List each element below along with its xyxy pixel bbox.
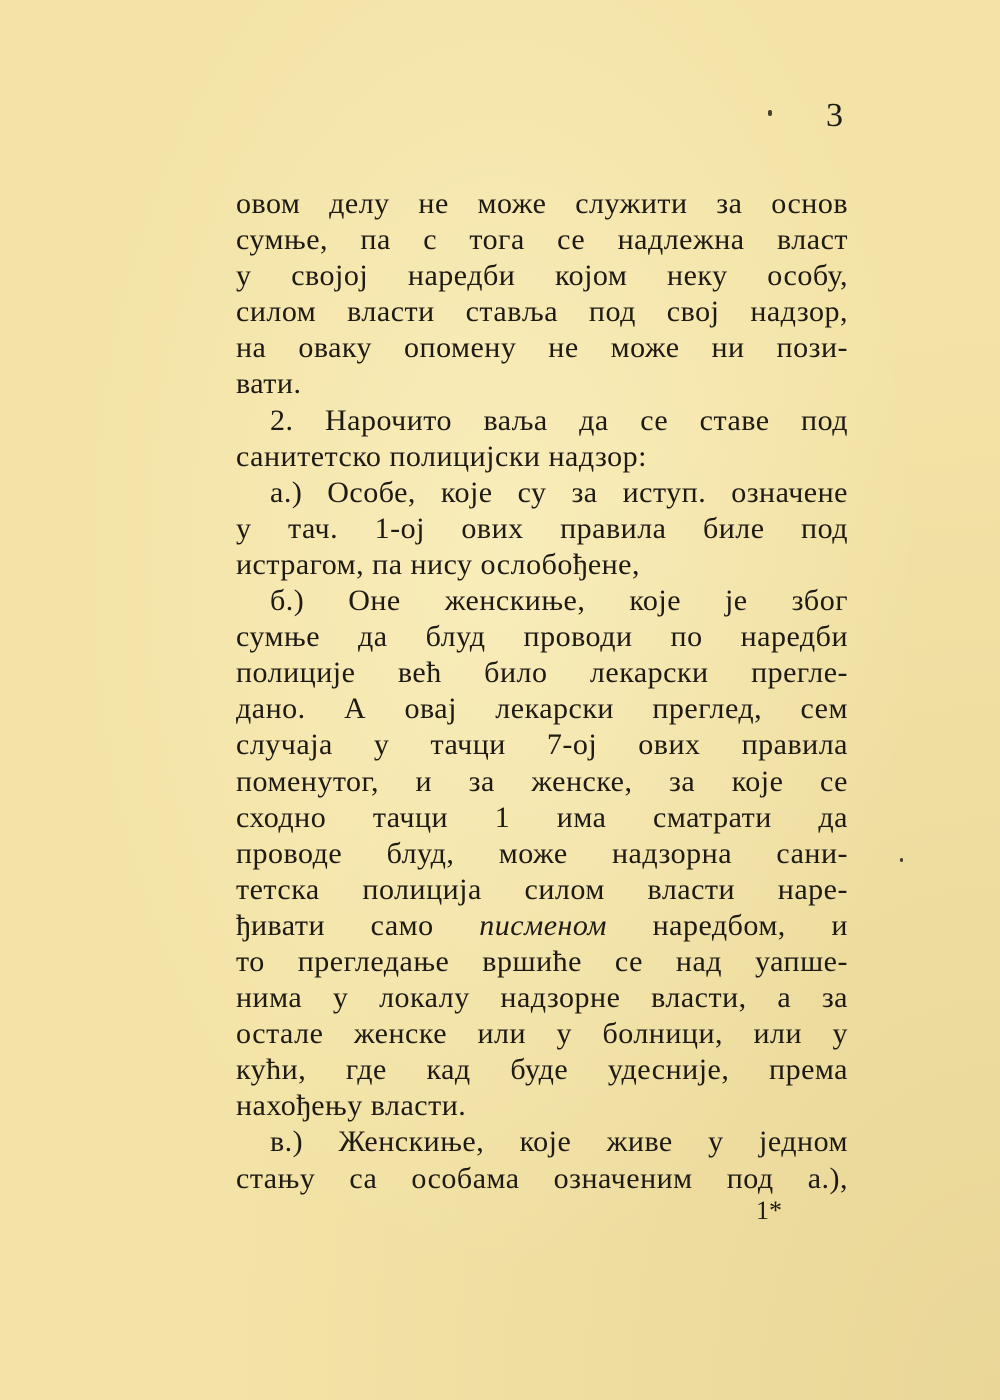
text-line: проводе блуд, може надзорна сани- — [236, 836, 848, 870]
text-line: 2. Нарочито ваља да се ставе под — [270, 403, 848, 437]
text-line: силом власти ставља под свој надзор, — [236, 295, 848, 329]
body-text — [236, 186, 848, 1197]
text-line: нахођењу власти. — [236, 1089, 467, 1123]
text-line: а.) Особе, које су за иступ. означене — [270, 475, 848, 509]
emphasized-word: писменом — [479, 908, 607, 942]
text-line: ђивати само писменом наредбом, и — [236, 908, 848, 942]
text-line: остале женске или у болници, или у — [236, 1017, 848, 1051]
text-line: овом делу не може служити за основ — [236, 187, 848, 220]
text-line: санитетско полицијски надзор: — [236, 439, 647, 473]
text-line: истрагом, па нису ослобођене, — [236, 547, 641, 581]
text-line: у својој наредби којом неку особу, — [236, 259, 848, 293]
text-line: стању са особама означеним под а.), — [236, 1161, 848, 1195]
text-line: дано. А овај лекарски преглед, сем — [236, 692, 848, 726]
page-number: 3 — [826, 97, 843, 134]
text-line: сходно тачци 1 има сматрати да — [236, 800, 848, 834]
text-line: вати. — [236, 367, 302, 401]
text-line: сумње, па с тога се надлежна власт — [236, 223, 848, 257]
text-line: поменутог, и за женске, за које се — [236, 764, 848, 798]
text-line: нима у локалу надзорне власти, а за — [236, 981, 848, 1015]
text-line: у тач. 1-ој ових правила биле под — [236, 511, 848, 545]
text-line: случаја у тачци 7-ој ових правила — [236, 728, 848, 762]
text-line: полиције већ било лекарски прегле- — [236, 656, 848, 690]
text-line: то прегледање вршиће се над уапше- — [236, 944, 848, 978]
text-line: на оваку опомену не може ни пози- — [236, 331, 848, 365]
text-line: в.) Женскиње, које живе у једном — [270, 1125, 848, 1159]
text-line: тетска полиција силом власти наре- — [236, 872, 848, 906]
text-line: сумње да блуд проводи по наредби — [236, 620, 848, 654]
text-line: б.) Оне женскиње, које је због — [270, 584, 848, 618]
ink-speck — [768, 110, 772, 116]
signature-mark: 1* — [756, 1196, 782, 1225]
ink-speck — [900, 858, 903, 862]
text-line: кући, где кад буде удесније, према — [236, 1053, 848, 1087]
